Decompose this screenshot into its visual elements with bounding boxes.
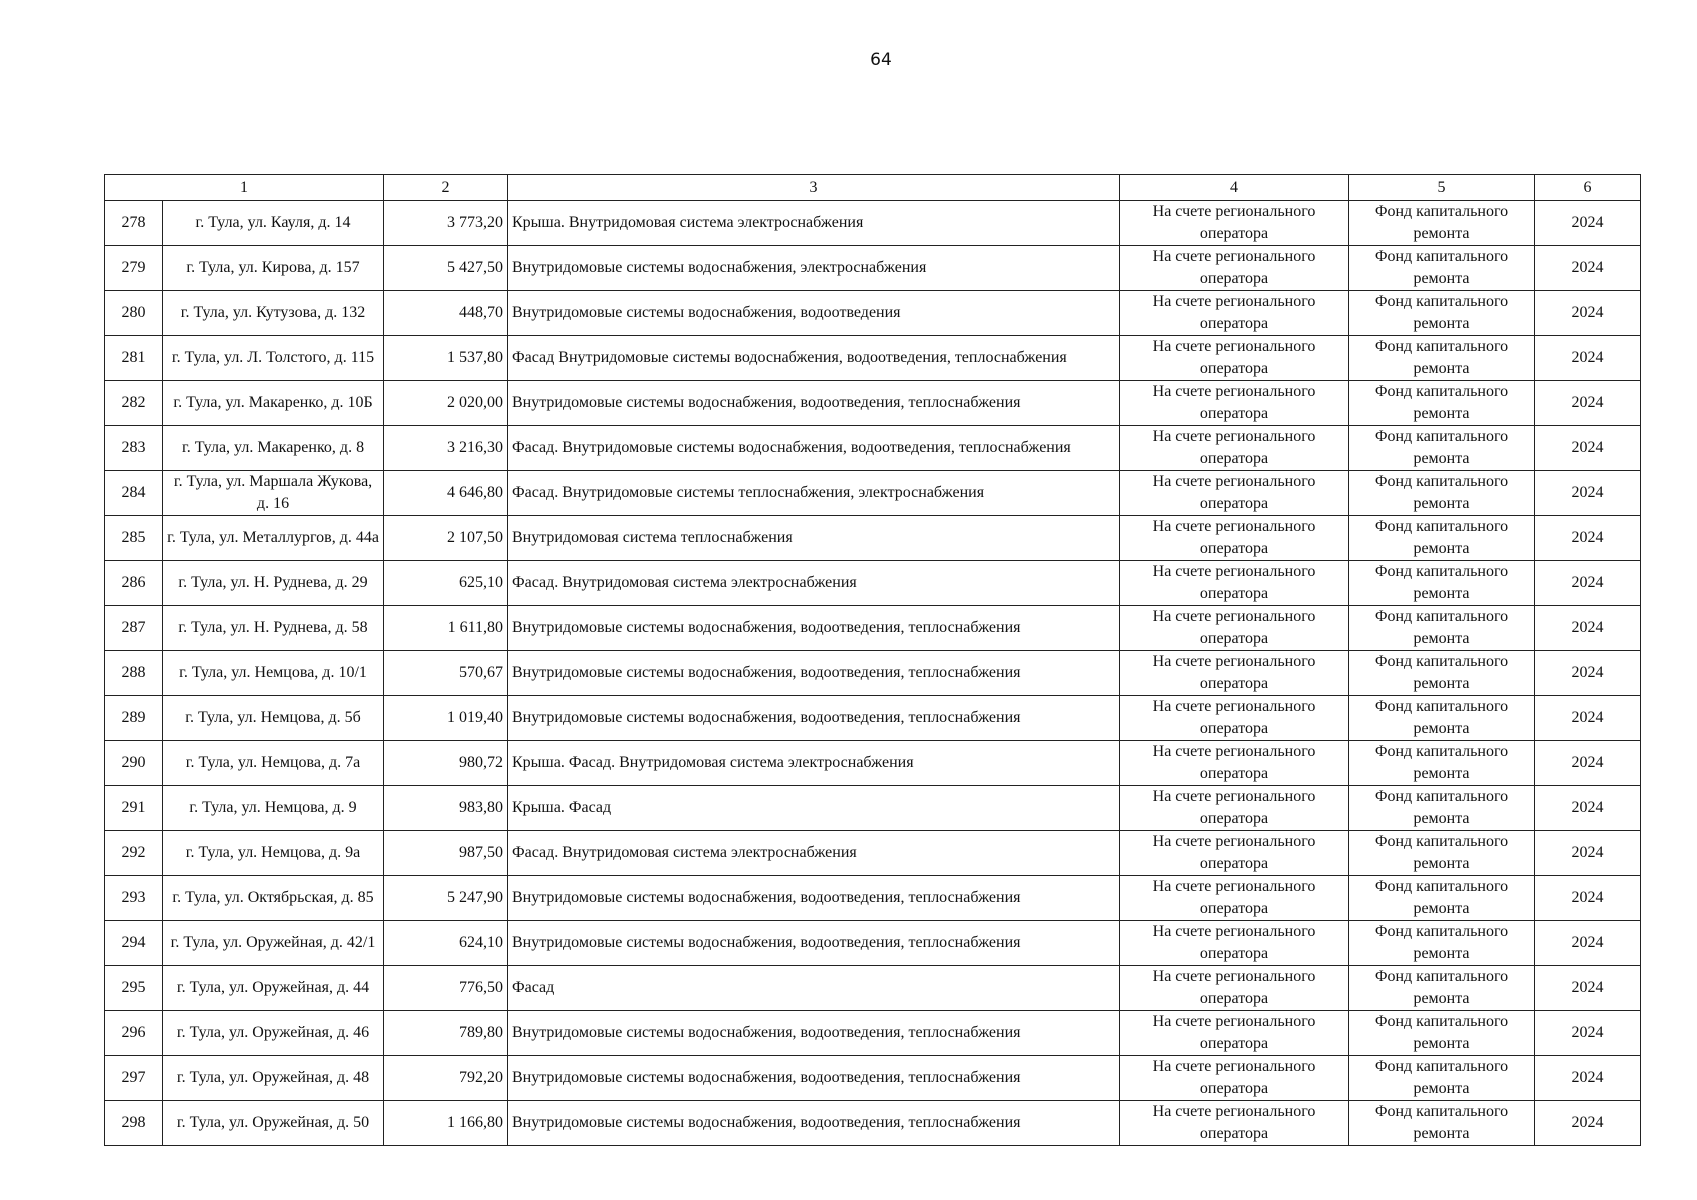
account-cell: На счете регионального оператора (1120, 786, 1349, 831)
works-cell: Внутридомовые системы водоснабжения, водоотведения, теплоснабжения (508, 651, 1120, 696)
year-cell: 2024 (1535, 741, 1641, 786)
area-cell: 1 537,80 (384, 336, 508, 381)
address-cell: г. Тула, ул. Кутузова, д. 132 (163, 291, 384, 336)
row-number: 289 (105, 696, 163, 741)
address-cell: г. Тула, ул. Оружейная, д. 48 (163, 1056, 384, 1101)
area-cell: 987,50 (384, 831, 508, 876)
year-cell: 2024 (1535, 516, 1641, 561)
address-cell: г. Тула, ул. Оружейная, д. 46 (163, 1011, 384, 1056)
account-cell: На счете регионального оператора (1120, 1011, 1349, 1056)
area-cell: 1 166,80 (384, 1101, 508, 1146)
header-col-4: 4 (1120, 175, 1349, 201)
area-cell: 1 019,40 (384, 696, 508, 741)
address-cell: г. Тула, ул. Октябрьская, д. 85 (163, 876, 384, 921)
year-cell: 2024 (1535, 786, 1641, 831)
year-cell: 2024 (1535, 696, 1641, 741)
account-cell: На счете регионального оператора (1120, 471, 1349, 516)
account-cell: На счете регионального оператора (1120, 336, 1349, 381)
row-number: 298 (105, 1101, 163, 1146)
works-cell: Внутридомовые системы водоснабжения, водоотведения, теплоснабжения (508, 381, 1120, 426)
year-cell: 2024 (1535, 1011, 1641, 1056)
address-cell: г. Тула, ул. Кауля, д. 14 (163, 201, 384, 246)
table-row (105, 1011, 1641, 1056)
row-number: 290 (105, 741, 163, 786)
funding-source-cell: Фонд капитального ремонта (1349, 246, 1535, 291)
account-cell: На счете регионального оператора (1120, 876, 1349, 921)
table-row (105, 651, 1641, 696)
row-number: 287 (105, 606, 163, 651)
funding-source-cell: Фонд капитального ремонта (1349, 876, 1535, 921)
header-col-3: 3 (508, 175, 1120, 201)
header-col-1: 1 (105, 175, 384, 201)
area-cell: 776,50 (384, 966, 508, 1011)
works-cell: Внутридомовые системы водоснабжения, водоотведения, теплоснабжения (508, 876, 1120, 921)
header-col-5: 5 (1349, 175, 1535, 201)
works-cell: Внутридомовые системы водоснабжения, водоотведения, теплоснабжения (508, 1056, 1120, 1101)
works-cell: Внутридомовые системы водоснабжения, водоотведения, теплоснабжения (508, 921, 1120, 966)
works-cell: Внутридомовые системы водоснабжения, водоотведения (508, 291, 1120, 336)
row-number: 280 (105, 291, 163, 336)
address-cell: г. Тула, ул. Немцова, д. 9 (163, 786, 384, 831)
area-cell: 448,70 (384, 291, 508, 336)
funding-source-cell: Фонд капитального ремонта (1349, 291, 1535, 336)
area-cell: 5 247,90 (384, 876, 508, 921)
row-number: 288 (105, 651, 163, 696)
address-cell: г. Тула, ул. Немцова, д. 9а (163, 831, 384, 876)
table-row (105, 921, 1641, 966)
funding-source-cell: Фонд капитального ремонта (1349, 516, 1535, 561)
works-cell: Фасад Внутридомовые системы водоснабжения, водоотведения, теплоснабжения (508, 336, 1120, 381)
table-body (105, 201, 1641, 1146)
address-cell: г. Тула, ул. Кирова, д. 157 (163, 246, 384, 291)
year-cell: 2024 (1535, 1101, 1641, 1146)
table-row (105, 1101, 1641, 1146)
row-number: 296 (105, 1011, 163, 1056)
works-cell: Фасад. Внутридомовая система электроснабжения (508, 561, 1120, 606)
year-cell: 2024 (1535, 1056, 1641, 1101)
row-number: 293 (105, 876, 163, 921)
account-cell: На счете регионального оператора (1120, 651, 1349, 696)
account-cell: На счете регионального оператора (1120, 966, 1349, 1011)
table-row (105, 471, 1641, 516)
account-cell: На счете регионального оператора (1120, 1056, 1349, 1101)
account-cell: На счете регионального оператора (1120, 831, 1349, 876)
works-cell: Фасад. Внутридомовая система электроснабжения (508, 831, 1120, 876)
area-cell: 1 611,80 (384, 606, 508, 651)
address-cell: г. Тула, ул. Л. Толстого, д. 115 (163, 336, 384, 381)
row-number: 279 (105, 246, 163, 291)
header-col-2: 2 (384, 175, 508, 201)
area-cell: 2 020,00 (384, 381, 508, 426)
area-cell: 789,80 (384, 1011, 508, 1056)
table-row (105, 1056, 1641, 1101)
table-row (105, 741, 1641, 786)
funding-source-cell: Фонд капитального ремонта (1349, 741, 1535, 786)
funding-source-cell: Фонд капитального ремонта (1349, 696, 1535, 741)
row-number: 281 (105, 336, 163, 381)
area-cell: 980,72 (384, 741, 508, 786)
address-cell: г. Тула, ул. Немцова, д. 7а (163, 741, 384, 786)
works-cell: Крыша. Внутридомовая система электроснабжения (508, 201, 1120, 246)
funding-source-cell: Фонд капитального ремонта (1349, 606, 1535, 651)
row-number: 297 (105, 1056, 163, 1101)
funding-source-cell: Фонд капитального ремонта (1349, 831, 1535, 876)
account-cell: На счете регионального оператора (1120, 381, 1349, 426)
account-cell: На счете регионального оператора (1120, 516, 1349, 561)
address-cell: г. Тула, ул. Немцова, д. 10/1 (163, 651, 384, 696)
works-cell: Крыша. Фасад. Внутридомовая система электроснабжения (508, 741, 1120, 786)
address-cell: г. Тула, ул. Макаренко, д. 10Б (163, 381, 384, 426)
area-cell: 792,20 (384, 1056, 508, 1101)
area-cell: 2 107,50 (384, 516, 508, 561)
row-number: 294 (105, 921, 163, 966)
year-cell: 2024 (1535, 291, 1641, 336)
funding-source-cell: Фонд капитального ремонта (1349, 381, 1535, 426)
address-cell: г. Тула, ул. Н. Руднева, д. 58 (163, 606, 384, 651)
table-row (105, 201, 1641, 246)
area-cell: 570,67 (384, 651, 508, 696)
funding-source-cell: Фонд капитального ремонта (1349, 561, 1535, 606)
row-number: 292 (105, 831, 163, 876)
year-cell: 2024 (1535, 381, 1641, 426)
area-cell: 3 216,30 (384, 426, 508, 471)
funding-source-cell: Фонд капитального ремонта (1349, 1056, 1535, 1101)
year-cell: 2024 (1535, 471, 1641, 516)
address-cell: г. Тула, ул. Оружейная, д. 42/1 (163, 921, 384, 966)
funding-source-cell: Фонд капитального ремонта (1349, 651, 1535, 696)
table-row (105, 606, 1641, 651)
table-row (105, 561, 1641, 606)
account-cell: На счете регионального оператора (1120, 741, 1349, 786)
address-cell: г. Тула, ул. Н. Руднева, д. 29 (163, 561, 384, 606)
table-row (105, 426, 1641, 471)
works-cell: Внутридомовые системы водоснабжения, водоотведения, теплоснабжения (508, 696, 1120, 741)
row-number: 284 (105, 471, 163, 516)
address-cell: г. Тула, ул. Маршала Жукова, д. 16 (163, 471, 384, 516)
table-row (105, 696, 1641, 741)
address-cell: г. Тула, ул. Макаренко, д. 8 (163, 426, 384, 471)
year-cell: 2024 (1535, 606, 1641, 651)
account-cell: На счете регионального оператора (1120, 1101, 1349, 1146)
funding-source-cell: Фонд капитального ремонта (1349, 1011, 1535, 1056)
area-cell: 624,10 (384, 921, 508, 966)
works-cell: Фасад. Внутридомовые системы водоснабжения, водоотведения, теплоснабжения (508, 426, 1120, 471)
works-cell: Фасад. Внутридомовые системы теплоснабжения, электроснабжения (508, 471, 1120, 516)
header-row (105, 175, 1641, 201)
works-cell: Внутридомовые системы водоснабжения, электроснабжения (508, 246, 1120, 291)
works-cell: Внутридомовая система теплоснабжения (508, 516, 1120, 561)
year-cell: 2024 (1535, 921, 1641, 966)
year-cell: 2024 (1535, 561, 1641, 606)
funding-source-cell: Фонд капитального ремонта (1349, 201, 1535, 246)
works-cell: Фасад (508, 966, 1120, 1011)
address-cell: г. Тула, ул. Металлургов, д. 44а (163, 516, 384, 561)
capital-repair-table (104, 174, 1641, 1146)
works-cell: Внутридомовые системы водоснабжения, водоотведения, теплоснабжения (508, 1101, 1120, 1146)
area-cell: 4 646,80 (384, 471, 508, 516)
year-cell: 2024 (1535, 651, 1641, 696)
funding-source-cell: Фонд капитального ремонта (1349, 966, 1535, 1011)
account-cell: На счете регионального оператора (1120, 696, 1349, 741)
address-cell: г. Тула, ул. Оружейная, д. 44 (163, 966, 384, 1011)
row-number: 291 (105, 786, 163, 831)
account-cell: На счете регионального оператора (1120, 426, 1349, 471)
area-cell: 625,10 (384, 561, 508, 606)
row-number: 283 (105, 426, 163, 471)
table-row (105, 246, 1641, 291)
row-number: 286 (105, 561, 163, 606)
table-row (105, 336, 1641, 381)
area-cell: 983,80 (384, 786, 508, 831)
year-cell: 2024 (1535, 336, 1641, 381)
account-cell: На счете регионального оператора (1120, 606, 1349, 651)
address-cell: г. Тула, ул. Немцова, д. 5б (163, 696, 384, 741)
funding-source-cell: Фонд капитального ремонта (1349, 921, 1535, 966)
account-cell: На счете регионального оператора (1120, 921, 1349, 966)
address-cell: г. Тула, ул. Оружейная, д. 50 (163, 1101, 384, 1146)
year-cell: 2024 (1535, 246, 1641, 291)
year-cell: 2024 (1535, 876, 1641, 921)
year-cell: 2024 (1535, 966, 1641, 1011)
year-cell: 2024 (1535, 201, 1641, 246)
account-cell: На счете регионального оператора (1120, 201, 1349, 246)
funding-source-cell: Фонд капитального ремонта (1349, 786, 1535, 831)
area-cell: 5 427,50 (384, 246, 508, 291)
table-row (105, 831, 1641, 876)
row-number: 282 (105, 381, 163, 426)
row-number: 278 (105, 201, 163, 246)
table-row (105, 876, 1641, 921)
funding-source-cell: Фонд капитального ремонта (1349, 471, 1535, 516)
area-cell: 3 773,20 (384, 201, 508, 246)
works-cell: Крыша. Фасад (508, 786, 1120, 831)
table-row (105, 291, 1641, 336)
row-number: 285 (105, 516, 163, 561)
account-cell: На счете регионального оператора (1120, 291, 1349, 336)
page-number: 64 (870, 50, 892, 70)
works-cell: Внутридомовые системы водоснабжения, водоотведения, теплоснабжения (508, 1011, 1120, 1056)
year-cell: 2024 (1535, 426, 1641, 471)
account-cell: На счете регионального оператора (1120, 246, 1349, 291)
account-cell: На счете регионального оператора (1120, 561, 1349, 606)
table-row (105, 966, 1641, 1011)
funding-source-cell: Фонд капитального ремонта (1349, 336, 1535, 381)
table-row (105, 381, 1641, 426)
funding-source-cell: Фонд капитального ремонта (1349, 1101, 1535, 1146)
header-col-6: 6 (1535, 175, 1641, 201)
table-row (105, 516, 1641, 561)
funding-source-cell: Фонд капитального ремонта (1349, 426, 1535, 471)
works-cell: Внутридомовые системы водоснабжения, водоотведения, теплоснабжения (508, 606, 1120, 651)
table-row (105, 786, 1641, 831)
row-number: 295 (105, 966, 163, 1011)
year-cell: 2024 (1535, 831, 1641, 876)
